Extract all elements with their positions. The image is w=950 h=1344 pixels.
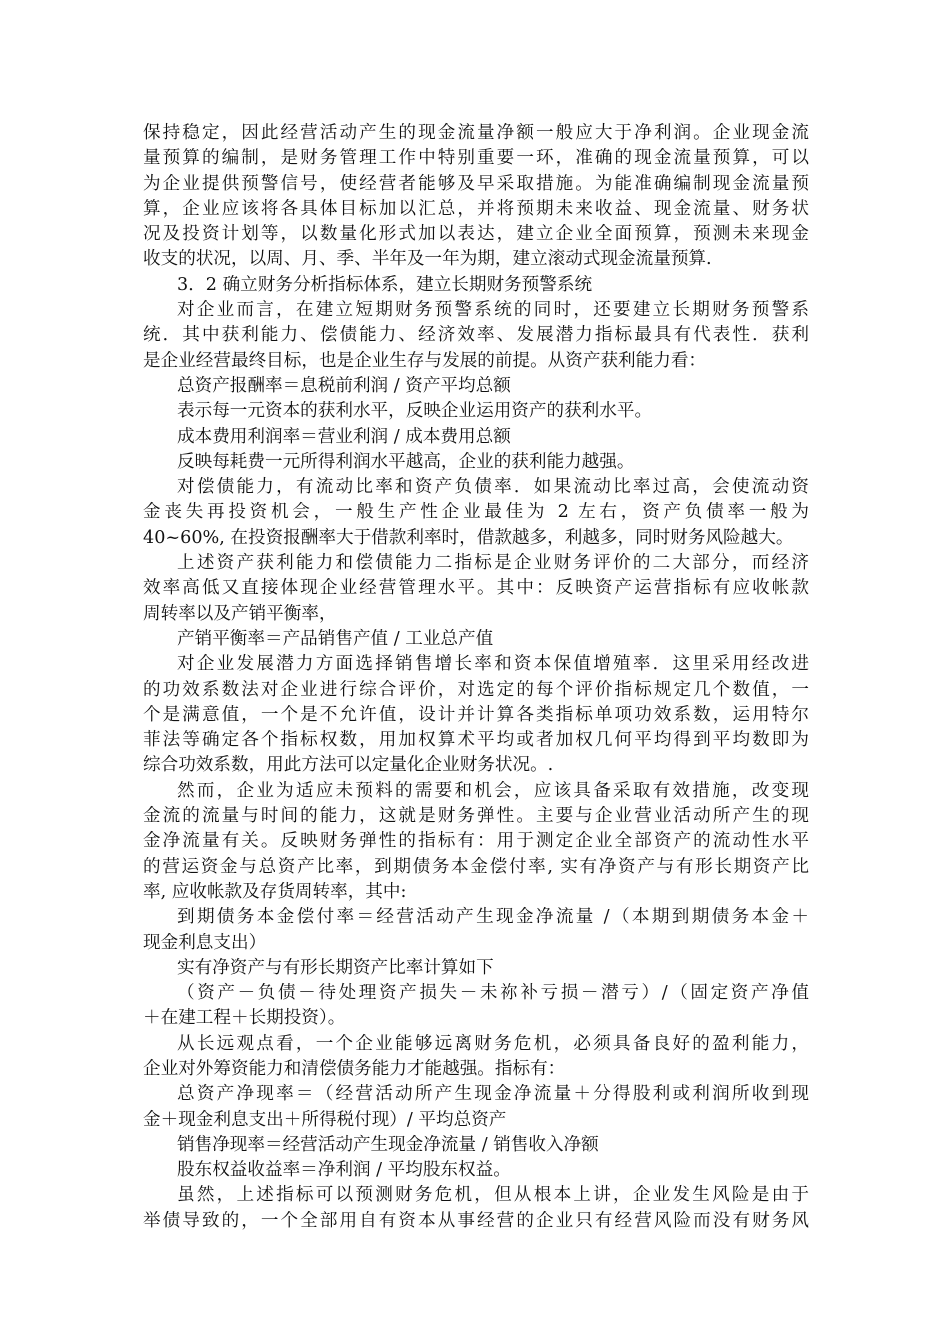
text-line: 菲法等确定各个指标权数，用加权算术平均或者加权几何平均得到平均数即为 [143,730,809,751]
text-line: 统．其中获利能力、偿债能力、经济效率、发展潜力指标最具有代表性．获利 [143,325,809,346]
text-line: 的功效系数法对企业进行综合评价，对选定的每个评价指标规定几个数值，一 [143,679,809,700]
formula-line: （资产－负债－待处理资产损失－未祢补亏损－潜亏）/（固定资产净值 [177,983,809,1004]
text-line: 综合功效系数，用此方法可以定量化企业财务状况。. [143,755,554,776]
text-line: 是企业经营最终目标，也是企业生存与发展的前提。从资产获利能力看： [143,350,707,371]
text-line: 金流的流量与时间的能力，这就是财务弹性。主要与企业营业活动所产生的现 [143,806,809,827]
formula-line: 到期债务本金偿付率＝经营活动产生现金净流量 /（本期到期债务本金＋ [177,907,809,928]
formula-cost-profit-rate [143,425,809,450]
paragraph-asset-return-explanation [143,399,809,424]
formula-net-asset-ratio [143,981,809,1032]
paragraph-economic-efficiency [143,551,809,627]
text-line: 算，企业应该将各具体目标加以汇总，并将预期未来收益、现金流量、财务状 [143,198,809,219]
text-line: 实有净资产与有形长期资产比率计算如下 [177,957,494,978]
formula-total-asset-net-cash [143,1082,809,1133]
section-heading-3-2 [143,273,809,298]
formula-production-sales-balance [143,627,809,652]
formula-debt-principal-payment [143,905,809,956]
paragraph-solvency [143,475,809,551]
text-line: 上述资产获利能力和偿债能力二指标是企业财务评价的二大部分，而经济 [177,553,809,574]
document-body [143,121,809,1234]
text-line: 保持稳定，因此经营活动产生的现金流量净额一般应大于净利润。企业现金流 [143,123,809,143]
paragraph-cost-profit-explanation [143,450,809,475]
formula-line: 现金利息支出） [143,932,267,953]
paragraph-long-term-warning [143,298,809,374]
text-line: 40~60%, 在投资报酬率大于借款利率时，借款越多，利越多，同时财务风险越大。 [143,527,794,548]
text-line: 个是满意值，一个是不允许值，设计并计算各类指标单项功效系数，运用特尔 [143,704,809,725]
formula-equity-return [143,1158,809,1183]
paragraph-financial-flexibility [143,779,809,905]
formula-line: ＋在建工程＋长期投资）。 [143,1008,346,1029]
paragraph-debt-risk [143,1183,809,1234]
text-line: 举债导致的，一个全部用自有资本从事经营的企业只有经营风险而没有财务风 [143,1210,809,1231]
text-line: 虽然，上述指标可以预测财务危机，但从根本上讲，企业发生风险是由于 [177,1185,809,1206]
formula-total-asset-return [143,374,809,399]
text-line: 金净流量有关。反映财务弹性的指标有：用于测定企业全部资产的流动性水平 [143,831,809,852]
text-line: 的营运资金与总资产比率，到期债务本金偿付率, 实有净资产与有形长期资产比 [143,856,809,877]
formula-line: 总资产净现率＝（经营活动所产生现金净流量＋分得股利或利润所收到现 [177,1084,809,1105]
text-line: 对企业而言，在建立短期财务预警系统的同时，还要建立长期财务预警系 [177,300,809,321]
text-line: 周转率以及产销平衡率， [143,603,337,624]
text-line: 收支的状况，以周、月、季、半年及一年为期，建立滚动式现金流量预算. [143,249,712,270]
formula-line: 销售净现率＝经营活动产生现金净流量 / 销售收入净额 [177,1134,599,1155]
text-line: 为企业提供预警信号，使经营者能够及早采取措施。为能准确编制现金流量预 [143,173,809,194]
paragraph-development-potential [143,652,809,778]
formula-line: 产销平衡率＝产品销售产值 / 工业总产值 [177,628,494,649]
formula-line: 股东权益收益率＝净利润 / 平均股东权益。 [177,1160,511,1181]
text-line: 对企业发展潜力方面选择销售增长率和资本保值增殖率．这里采用经改进 [177,654,809,675]
paragraph-net-asset-ratio-intro [143,956,809,981]
text-line: 然而，企业为适应未预料的需要和机会，应该具备采取有效措施，改变现 [177,780,809,801]
formula-line: 总资产报酬率＝息税前利润 / 资产平均总额 [177,375,511,396]
formula-line: 金＋现金利息支出＋所得税付现）/ 平均总资产 [143,1109,507,1130]
paragraph-cash-flow-budget [143,121,809,273]
paragraph-long-term-view [143,1032,809,1083]
text-line: 金丧失再投资机会，一般生产性企业最佳为 2 左右，资产负债率一般为 [143,502,809,523]
text-line: 量预算的编制，是财务管理工作中特别重要一环，准确的现金流量预算，可以 [143,148,809,169]
text-line: 对偿债能力，有流动比率和资产负债率．如果流动比率过高，会使流动资 [177,477,809,498]
text-line: 效率高低又直接体现企业经营管理水平。其中：反映资产运营指标有应收帐款 [143,578,809,599]
text-line: 企业对外筹资能力和清偿债务能力才能越强。指标有： [143,1058,566,1079]
text-line: 从长远观点看，一个企业能够远离财务危机，必须具备良好的盈利能力， [177,1033,809,1054]
formula-line: 成本费用利润率＝营业利润 / 成本费用总额 [177,426,511,447]
formula-sales-net-cash [143,1133,809,1158]
text-line: 率, 应收帐款及存货周转率，其中: [143,881,407,902]
section-heading: 3．2 确立财务分析指标体系，建立长期财务预警系统 [177,274,593,295]
text-line: 况及投资计划等，以数量化形式加以表达，建立企业全面预算，预测未来现金 [143,224,809,245]
text-line: 表示每一元资本的获利水平，反映企业运用资产的获利水平。 [177,401,653,422]
text-line: 反映每耗费一元所得利润水平越高，企业的获利能力越强。 [177,451,635,472]
